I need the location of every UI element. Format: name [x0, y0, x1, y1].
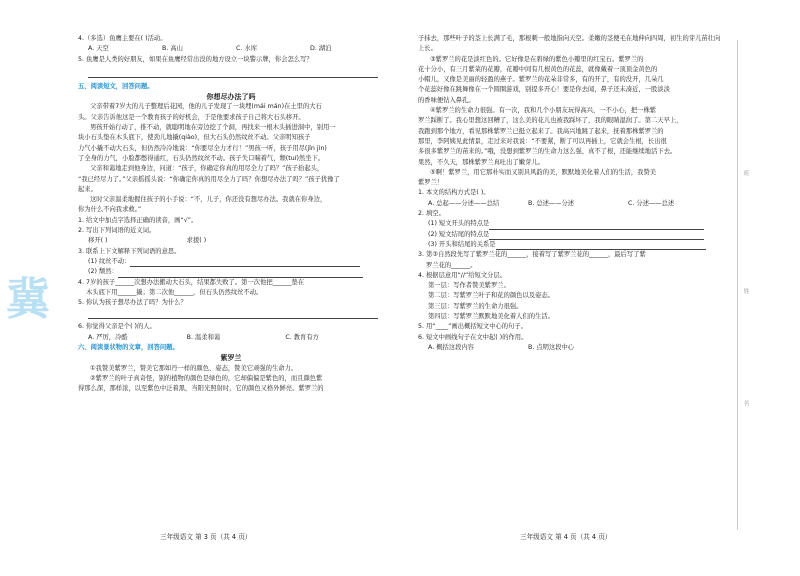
passage-1-para-2: 父亲和蔼地走到他身边，问道：“孩子，你确定你真的用尽全力了吗？”孩子抬起头， “我已经尽力了。”父亲摇摇头说：“你确定你真的用尽全力了吗？你想尽办法了吗？”孩子犹豫了 起来。: [78, 165, 340, 193]
q3-a[interactable]: (1) 纹丝不动：: [78, 257, 384, 267]
option-b[interactable]: B. 点明这段中心: [528, 343, 575, 351]
option-b[interactable]: B. 总述——分述: [528, 199, 575, 207]
left-page: [78, 34, 384, 395]
section-6-heading: 六、阅读景状物的文章，回答问题。: [78, 344, 179, 352]
r-q4: 4. 根据层意用“//”给短文分层。: [418, 271, 507, 279]
r-q6-options: [418, 343, 728, 353]
passage-1-para-3: 这时父亲温柔地握住孩子的小手说：“不，儿子，你还没有想尽办法。我就在你身边， 你为什么不向我求救。”: [78, 196, 327, 214]
question-4: 4.（多选）鱼鹰主要在( )活动。: [78, 35, 167, 42]
passage-title-2: 紫罗兰: [220, 354, 242, 363]
synonym-b[interactable]: 求援( ): [186, 237, 207, 245]
option-a[interactable]: A. 严厉，冷酷: [88, 333, 128, 341]
r-q2: 2. 填空。: [418, 210, 445, 218]
binding-label-3: 名: [742, 400, 749, 406]
option-c[interactable]: C. 水库: [236, 45, 257, 53]
passage-2-para-3: ③紫罗兰的花是淡红色的。它好像是在碧绿的紫色小瓣里的红宝石。紫罗兰的 花十分小，有三月紫菜的花瓣，花瓣中间有几根黄色的花蕊，就像戴着一顶顶金黄色的 小帽儿，又像是美丽的轻盈的燕子。紫罗兰的花朵非常多，有的开了，有的没开，几朵几 个花蕊好像在跳舞像在一个圆圈游戏，别提多开心！要是你去闻，鼻子还未凑近，一股淡淡 的香味便钻入鼻孔。: [418, 55, 670, 104]
r-q3-1[interactable]: 3. 第③自然段先写了紫罗兰花的______，接着写了紫罗兰花的______，最后写了紫: [418, 251, 646, 259]
r-q1: 1. 本文的结构方式是( )。: [418, 189, 490, 197]
r-q5: 5. 用“____”画出概括短文中心的句子。: [418, 323, 527, 331]
binding-label-2: 姓: [742, 288, 749, 294]
passage-title-1: 你想尽办法了吗: [206, 93, 256, 102]
passage-2-para-5: ⑤啊！紫罗兰，用它那朴实而又别具风韵的美，默默地美化着人们的生活，我赞美 紫罗兰！: [418, 168, 657, 187]
passage-2-cont: 子抹去，那些叶子的茎上长满了毛，那根刺一般地指向天空。柔嫩的茎便毛在地伸向四周，初生的芽儿苗壮向 上长。: [418, 35, 721, 53]
q2-items: [78, 236, 384, 246]
binding-label-1: 班: [742, 170, 749, 176]
q6-father: 6. 你觉得父亲是个( )的人。: [78, 323, 156, 331]
option-c[interactable]: C. 教育有方: [285, 333, 319, 341]
watermark-glyph: 冀: [6, 274, 50, 325]
r-q6: 6. 短文中画线句子在文中起( )的作用。: [418, 333, 528, 341]
q4-fill-2[interactable]: 木头底下用______撬；第二次他______，但石头仍然纹丝不动。: [86, 288, 263, 296]
right-page: [418, 34, 728, 353]
option-a[interactable]: A. 天空: [88, 45, 109, 53]
question-5: 5. 鱼鹰是人类的好朋友，如果在鱼鹰经常出没的地方设立一块警示牌，你会怎么写？: [78, 55, 313, 63]
passage-1-para-1: 父亲带着7岁大的儿子整理后花园，他的儿子发现了一块埋(mái mán)在土里的大石 头。父亲告诉他这是一个教育孩子的好机会，于是他要求孩子自己将大石头移开。 男孩开始行动了，推不动，就聪明地在旁边挖了个洞，再找来一根木头插进洞中，别用一 块小石头垫在木头底下，使劲儿地撬(qiào)，但大石头仍然纹丝不动。父亲明知孩子 力气小撬不动大石头，但仍然冷冷地说：“你要尽全力才行！”男孩一听，孩子用尽(jǐn jìn) 了全身的力气，小脸都憋得通红，石头仍然纹丝不动。孩子失口喘着气，颓(tuí)然坐下。: [78, 103, 336, 162]
answer-line[interactable]: [88, 65, 378, 78]
question-4-options: [78, 44, 384, 54]
option-a[interactable]: A. 总起——分述——总结: [428, 199, 500, 207]
r-q2-c[interactable]: (3) 开头和结尾的关系是: [418, 240, 728, 250]
option-b[interactable]: B. 温柔和蔼: [186, 333, 221, 341]
q6-options: [78, 333, 384, 343]
page-footer-left: 三年级语文 第 3 页（共 4 页）: [160, 533, 252, 541]
q5-answer-line[interactable]: [88, 308, 378, 319]
r-q4-items: 第一层：写作者赞美紫罗兰。 第二层：写紫罗兰叶子和花的颜色以及姿态。 第三层：写紫罗兰的生命力很强。 第四层：写紫罗兰默默地美化着人们的生活。: [428, 282, 554, 321]
q2-synonyms: 2. 写出下列词语的近义词。: [78, 227, 156, 235]
q3-b[interactable]: (2) 颓然：: [78, 267, 384, 277]
q3-meanings: 3. 联系上下文解释下列词语的意思。: [78, 247, 181, 255]
option-a[interactable]: A. 概括这段内容: [428, 343, 474, 351]
synonym-a[interactable]: 移开( ): [88, 237, 108, 245]
option-b[interactable]: B. 高山: [162, 45, 183, 53]
r-q2-a[interactable]: (1) 短文开头的特点是: [418, 219, 728, 229]
binding-margin: [737, 40, 768, 530]
r-q2-b[interactable]: (2) 短文结尾的特点是: [418, 230, 728, 240]
section-5-heading: 五、阅读短文，回答问题。: [78, 82, 154, 90]
page-footer-right: 三年级语文 第 4 页（共 4 页）: [520, 533, 612, 541]
passage-2-start: ①我赞美紫罗兰，赞美它那如丹一样的颜色、姿态，赞美它顽强的生命力。 ②紫罗兰的叶子真奇怪，别的植物的颜色是绿色的，它却偏偏是紫色的，而且颜色紫 得那么深，那样浓，以至紫色中泛着黑，当阳光照射时，它的颜色又格外鲜亮。紫罗兰的: [78, 364, 324, 393]
q4-fill-1[interactable]: 4. 7岁的孩子______次想办法搬动大石头，结果都失败了。第一次他把______垫在: [78, 278, 305, 286]
option-c[interactable]: C. 分述——总述: [628, 199, 675, 207]
r-q1-options: [418, 199, 728, 209]
q1-pinyin: 1. 给文中加点字选择正确的读音，画“√”。: [78, 216, 198, 224]
passage-2-para-4: ④紫罗兰的生命力很强。有一次，我和几个小朋友玩得高兴，一不小心，把一株紫 罗兰踩断了。我心里想这回糟了，这么美的花儿也被我踩坏了，我的眼睛湿润了。第二天早上， 我跑到那个地方，看见那株紫罗兰已挺立起来了。我高兴地跳了起来，抚着那株紫罗兰的 那里，李阿姨见此情景，走过来对我说：“不要紧，断了可以再插上，它就会生根，长出很 多很多紫罗兰的苗来的。”哦，没想到紫罗兰的生命力这么强，真不了根，还能继续地活下去。 果然，不久天，那株紫罗兰真吐出了嫩芽儿。: [418, 107, 683, 166]
option-d[interactable]: D. 湖泊: [310, 45, 332, 53]
r-q3-2[interactable]: 罗兰花的______。: [426, 261, 477, 269]
q5-opinion: 5. 你认为孩子想尽办法了吗？为什么？: [78, 299, 187, 307]
